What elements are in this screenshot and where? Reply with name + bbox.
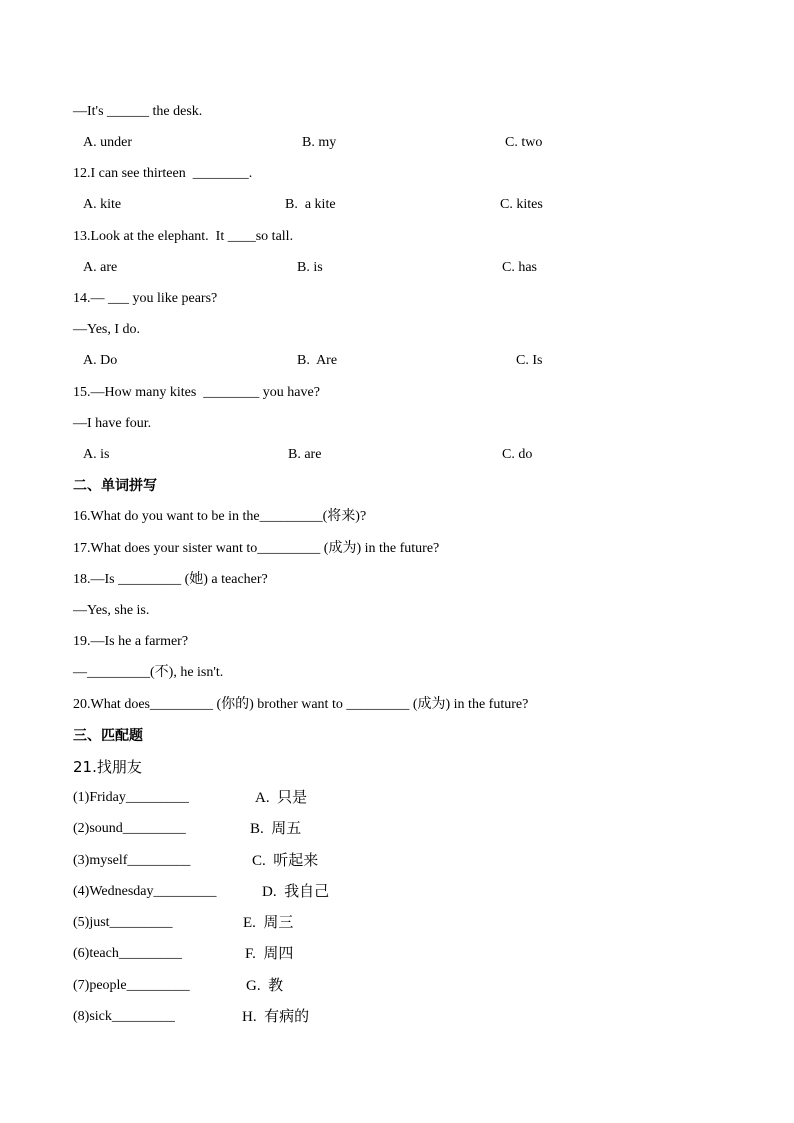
q14-answer: —Yes, I do.	[73, 322, 141, 337]
match-left-item: (2)sound_________	[73, 821, 186, 836]
match-left-item: (7)people_________	[73, 978, 190, 993]
q15-option-a: A. is	[83, 447, 110, 462]
match-left-item: (8)sick_________	[73, 1009, 175, 1024]
match-right-item: E. 周三	[243, 915, 294, 931]
q19-answer: —_________(不), he isn't.	[73, 665, 224, 680]
q11-stem: —It's ______ the desk.	[73, 104, 203, 119]
q11-option-a: A. under	[83, 135, 132, 150]
match-left-item: (5)just_________	[73, 915, 173, 930]
match-right-item: C. 听起来	[252, 853, 319, 869]
match-left-item: (3)myself_________	[73, 853, 191, 868]
q21-title: 21.找朋友	[73, 758, 142, 776]
match-left-item: (4)Wednesday_________	[73, 884, 217, 899]
q12-option-c: C. kites	[500, 197, 543, 212]
q11-option-b: B. my	[302, 135, 337, 150]
q15-stem: 15.—How many kites ________ you have?	[73, 385, 320, 400]
q12-option-a: A. kite	[83, 197, 122, 212]
match-right-item: F. 周四	[245, 946, 294, 962]
q15-answer: —I have four.	[73, 416, 152, 431]
match-right-item: A. 只是	[255, 790, 308, 806]
q14-option-a: A. Do	[83, 353, 118, 368]
match-left-item: (6)teach_________	[73, 946, 182, 961]
match-left-item: (1)Friday_________	[73, 790, 189, 805]
q18-answer: —Yes, she is.	[73, 603, 150, 618]
q17-stem: 17.What does your sister want to_________ (成为) in the future?	[73, 541, 440, 556]
q13-option-a: A. are	[83, 260, 118, 275]
q13-option-b: B. is	[297, 260, 323, 275]
q15-option-b: B. are	[288, 447, 322, 462]
q14-option-b: B. Are	[297, 353, 338, 368]
q13-stem: 13.Look at the elephant. It ____so tall.	[73, 229, 294, 244]
q13-option-c: C. has	[502, 260, 537, 275]
match-right-item: G. 教	[246, 978, 284, 994]
q20-stem: 20.What does_________ (你的) brother want to _________ (成为) in the future?	[73, 697, 529, 712]
q15-option-c: C. do	[502, 447, 533, 462]
q11-option-c: C. two	[505, 135, 543, 150]
match-right-item: B. 周五	[250, 821, 302, 837]
q14-stem: 14.— ___ you like pears?	[73, 291, 218, 306]
section-3-heading: 三、匹配题	[73, 728, 143, 744]
q18-stem: 18.—Is _________ (她) a teacher?	[73, 572, 268, 587]
q12-option-b: B. a kite	[285, 197, 336, 212]
q14-option-c: C. Is	[516, 353, 543, 368]
section-2-heading: 二、单词拼写	[73, 478, 157, 494]
q16-stem: 16.What do you want to be in the_________(将来)?	[73, 509, 367, 524]
match-right-item: D. 我自己	[262, 884, 330, 900]
q12-stem: 12.I can see thirteen ________.	[73, 166, 253, 181]
match-right-item: H. 有病的	[242, 1009, 310, 1025]
q19-stem: 19.—Is he a farmer?	[73, 634, 189, 649]
